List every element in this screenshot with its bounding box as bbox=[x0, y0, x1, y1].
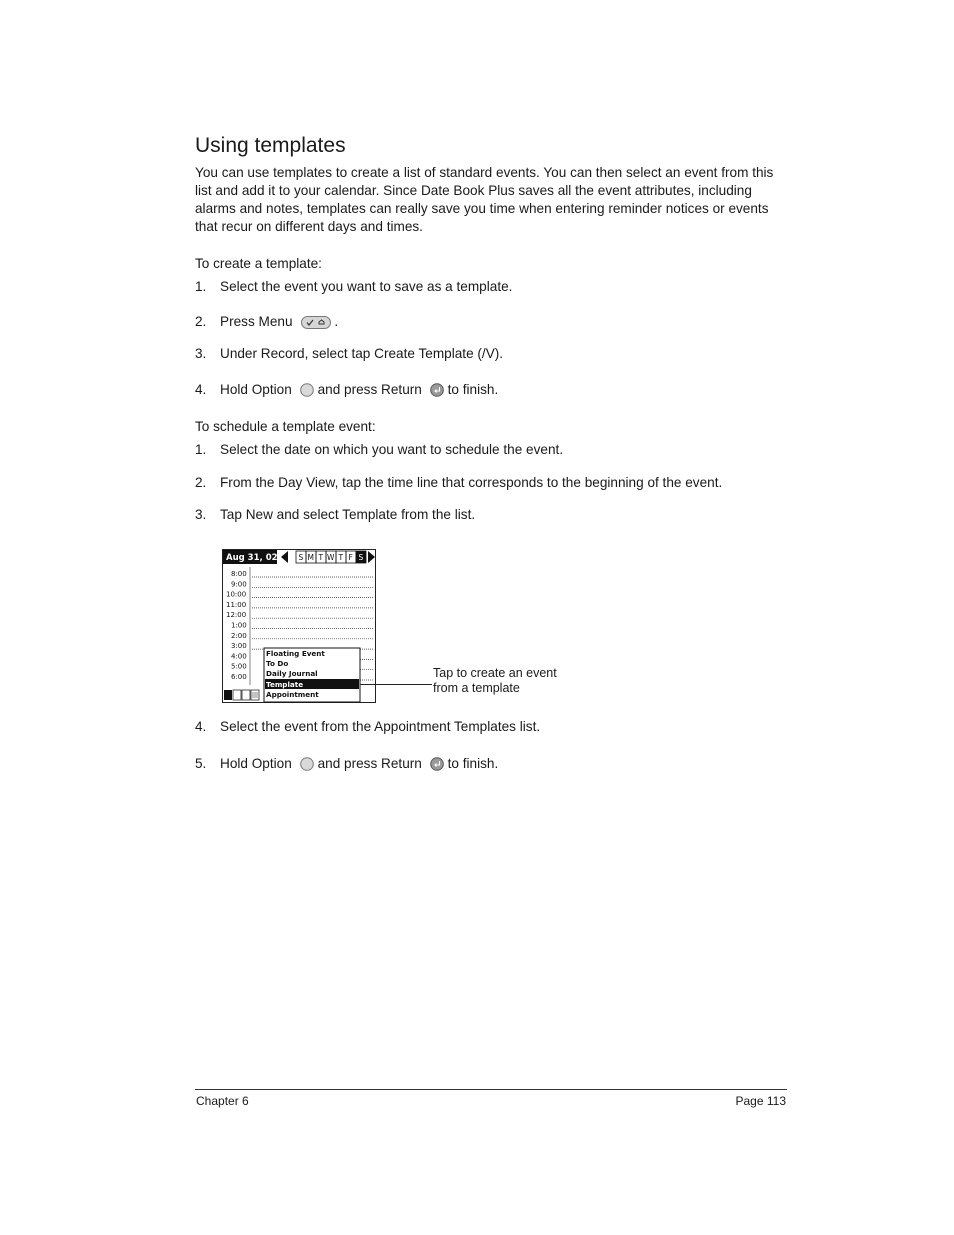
day-view-button-icon bbox=[224, 690, 232, 700]
day-letter: S bbox=[358, 553, 364, 562]
return-key-icon bbox=[430, 383, 444, 397]
day-letter: T bbox=[338, 553, 344, 562]
time-label: 3:00 bbox=[231, 642, 247, 651]
time-label: 10:00 bbox=[226, 590, 247, 599]
time-label: 11:00 bbox=[226, 600, 247, 609]
time-label: 9:00 bbox=[231, 580, 247, 589]
schedule-step-1: 1. Select the date on which you want to schedule the event. bbox=[195, 442, 564, 457]
intro-paragraph: You can use templates to create a list of standard events. You can then select an event from this list and add it to your calendar. Since Date Book Plus saves all the event attributes, including alarms and notes, templates can really save you time when entering reminder notices or events that recur on different days and times. bbox=[195, 165, 774, 234]
schedule-step-5: 5. Hold Option and press Return to finish. bbox=[195, 756, 499, 771]
menu-button-icon bbox=[301, 316, 331, 329]
time-label: 8:00 bbox=[231, 570, 247, 578]
time-label: 5:00 bbox=[231, 662, 247, 671]
day-letter: S bbox=[298, 553, 304, 562]
menu-item-daily-journal[interactable]: Daily Journal bbox=[266, 669, 318, 678]
time-label: 12:00 bbox=[226, 611, 247, 620]
menu-item-appointment[interactable]: Appointment bbox=[266, 690, 319, 699]
create-template-heading: To create a template: bbox=[195, 256, 322, 271]
schedule-step-3: 3. Tap New and select Template from the list. bbox=[195, 507, 476, 522]
time-label: 2:00 bbox=[231, 631, 247, 640]
menu-item-to-do[interactable]: To Do bbox=[266, 659, 289, 668]
day-letter: F bbox=[348, 553, 353, 562]
create-step-3: 3. Under Record, select tap Create Template (/V). bbox=[195, 346, 504, 361]
menu-item-template[interactable]: Template bbox=[266, 680, 304, 689]
date-label: Aug 31, 02 bbox=[226, 553, 278, 563]
page-title: Using templates bbox=[195, 134, 346, 157]
time-label: 1:00 bbox=[231, 621, 247, 630]
figure-callout: Tap to create an event from a template bbox=[433, 666, 557, 695]
day-letter: M bbox=[307, 553, 314, 562]
option-key-icon bbox=[300, 757, 314, 771]
day-letter: W bbox=[327, 553, 335, 562]
return-key-icon bbox=[430, 757, 444, 771]
option-key-icon bbox=[300, 383, 314, 397]
create-step-2: 2. Press Menu . bbox=[195, 314, 339, 329]
callout-leader-line bbox=[360, 684, 432, 685]
footer-divider bbox=[195, 1089, 787, 1090]
day-view-screenshot bbox=[222, 549, 376, 703]
time-label: 6:00 bbox=[231, 673, 247, 681]
footer-page-number: Page 113 bbox=[735, 1094, 786, 1108]
schedule-step-4: 4. Select the event from the Appointment Templates list. bbox=[195, 719, 541, 734]
day-letter: T bbox=[318, 553, 324, 562]
create-step-1: 1. Select the event you want to save as a template. bbox=[195, 279, 513, 294]
new-event-popup-menu bbox=[264, 648, 360, 702]
footer-chapter: Chapter 6 bbox=[196, 1094, 249, 1108]
menu-item-floating-event[interactable]: Floating Event bbox=[266, 649, 325, 658]
schedule-step-2: 2. From the Day View, tap the time line that corresponds to the beginning of the event. bbox=[195, 475, 723, 490]
time-label: 4:00 bbox=[231, 652, 247, 661]
create-step-4: 4. Hold Option and press Return to finish. bbox=[195, 382, 499, 397]
schedule-template-heading: To schedule a template event: bbox=[195, 419, 376, 434]
